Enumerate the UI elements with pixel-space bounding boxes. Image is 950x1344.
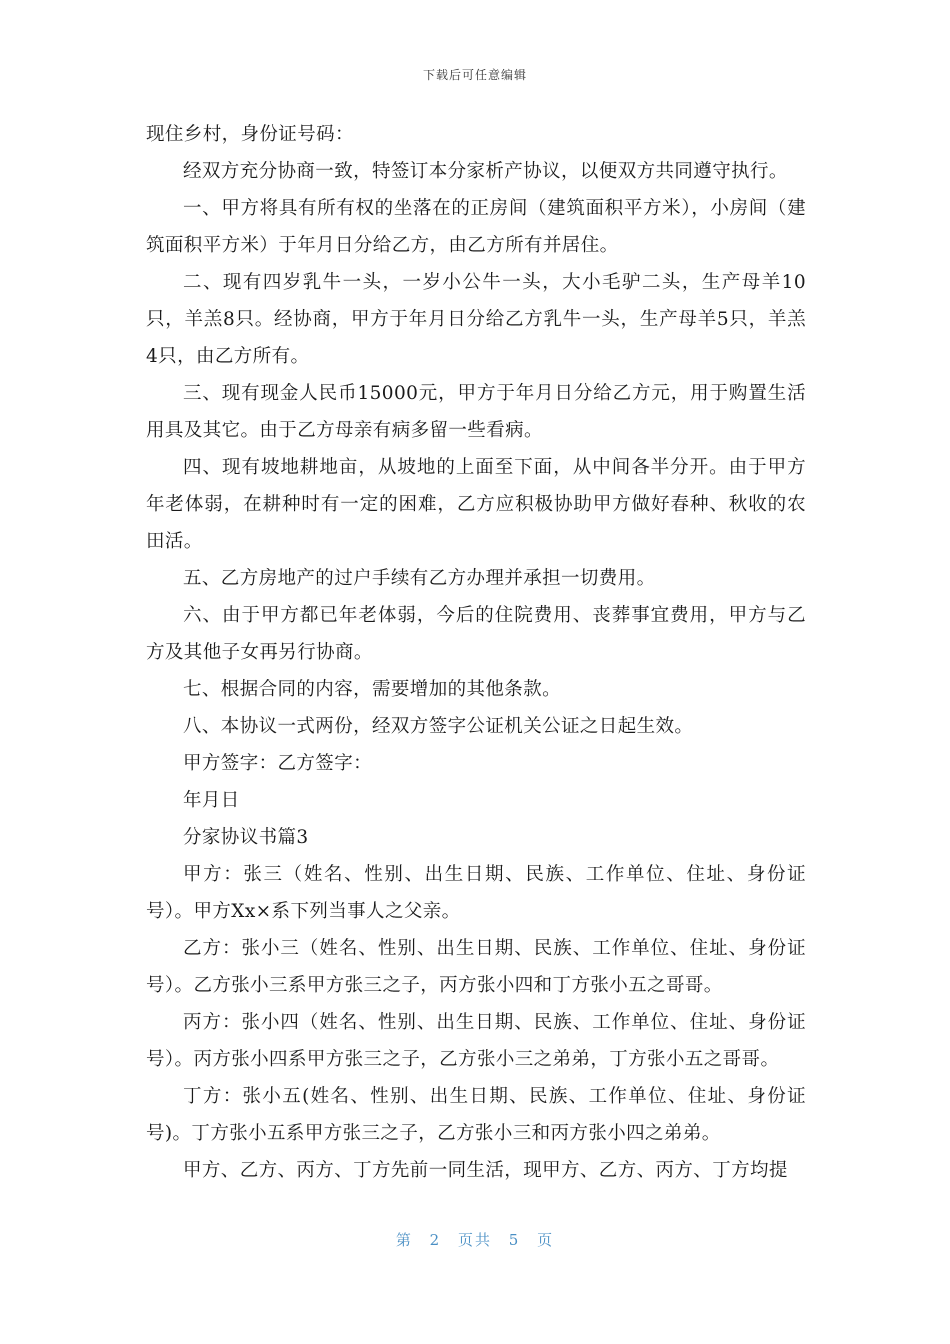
- paragraph: 一、甲方将具有所有权的坐落在的正房间（建筑面积平方米），小房间（建筑面积平方米）于年月日分给乙方，由乙方所有并居住。: [146, 198, 806, 256]
- paragraph: 乙方：张小三（姓名、性别、出生日期、民族、工作单位、住址、身份证号）。乙方张小三系甲方张三之子，丙方张小四和丁方张小五之哥哥。: [146, 938, 806, 996]
- paragraph: 五、乙方房地产的过户手续有乙方办理并承担一切费用。: [183, 568, 656, 589]
- paragraph: 六、由于甲方都已年老体弱，今后的住院费用、丧葬事宜费用，甲方与乙方及其他子女再另行协商。: [146, 605, 806, 663]
- header-note: 下载后可任意编辑: [422, 68, 527, 82]
- paragraph: 丙方：张小四（姓名、性别、出生日期、民族、工作单位、住址、身份证号）。丙方张小四系甲方张三之子，乙方张小三之弟弟，丁方张小五之哥哥。: [146, 1012, 806, 1070]
- paragraph: 八、本协议一式两份，经双方签字公证机关公证之日起生效。: [183, 716, 694, 737]
- paragraph: 甲方签字：乙方签字：: [183, 753, 373, 774]
- paragraph: 二、现有四岁乳牛一头，一岁小公牛一头，大小毛驴二头，生产母羊10只，羊羔8只。经协商，甲方于年月日分给乙方乳牛一头，生产母羊5只，羊羔4只，由乙方所有。: [146, 272, 806, 367]
- paragraph: 现住乡村，身份证号码：: [146, 124, 354, 145]
- paragraph: 丁方：张小五(姓名、性别、出生日期、民族、工作单位、住址、身份证号)。丁方张小五系甲方张三之子，乙方张小三和丙方张小四之弟弟。: [146, 1086, 806, 1144]
- paragraph: 经双方充分协商一致，特签订本分家析产协议，以便双方共同遵守执行。: [183, 161, 788, 182]
- page-number: 第 2 页共 5 页: [395, 1231, 555, 1249]
- paragraph: 分家协议书篇3: [183, 827, 309, 848]
- paragraph: 四、现有坡地耕地亩，从坡地的上面至下面，从中间各半分开。由于甲方年老体弱，在耕种时有一定的困难，乙方应积极协助甲方做好春种、秋收的农田活。: [146, 457, 806, 552]
- document-body: [146, 116, 806, 1189]
- paragraph: 甲方、乙方、丙方、丁方先前一同生活，现甲方、乙方、丙方、丁方均提: [183, 1160, 788, 1181]
- paragraph: 甲方：张三（姓名、性别、出生日期、民族、工作单位、住址、身份证号）。甲方Xx×系下列当事人之父亲。: [146, 864, 806, 922]
- paragraph: 三、现有现金人民币15000元，甲方于年月日分给乙方元，用于购置生活用具及其它。由于乙方母亲有病多留一些看病。: [146, 383, 806, 441]
- paragraph: 年月日: [183, 790, 240, 811]
- paragraph: 七、根据合同的内容，需要增加的其他条款。: [183, 679, 562, 700]
